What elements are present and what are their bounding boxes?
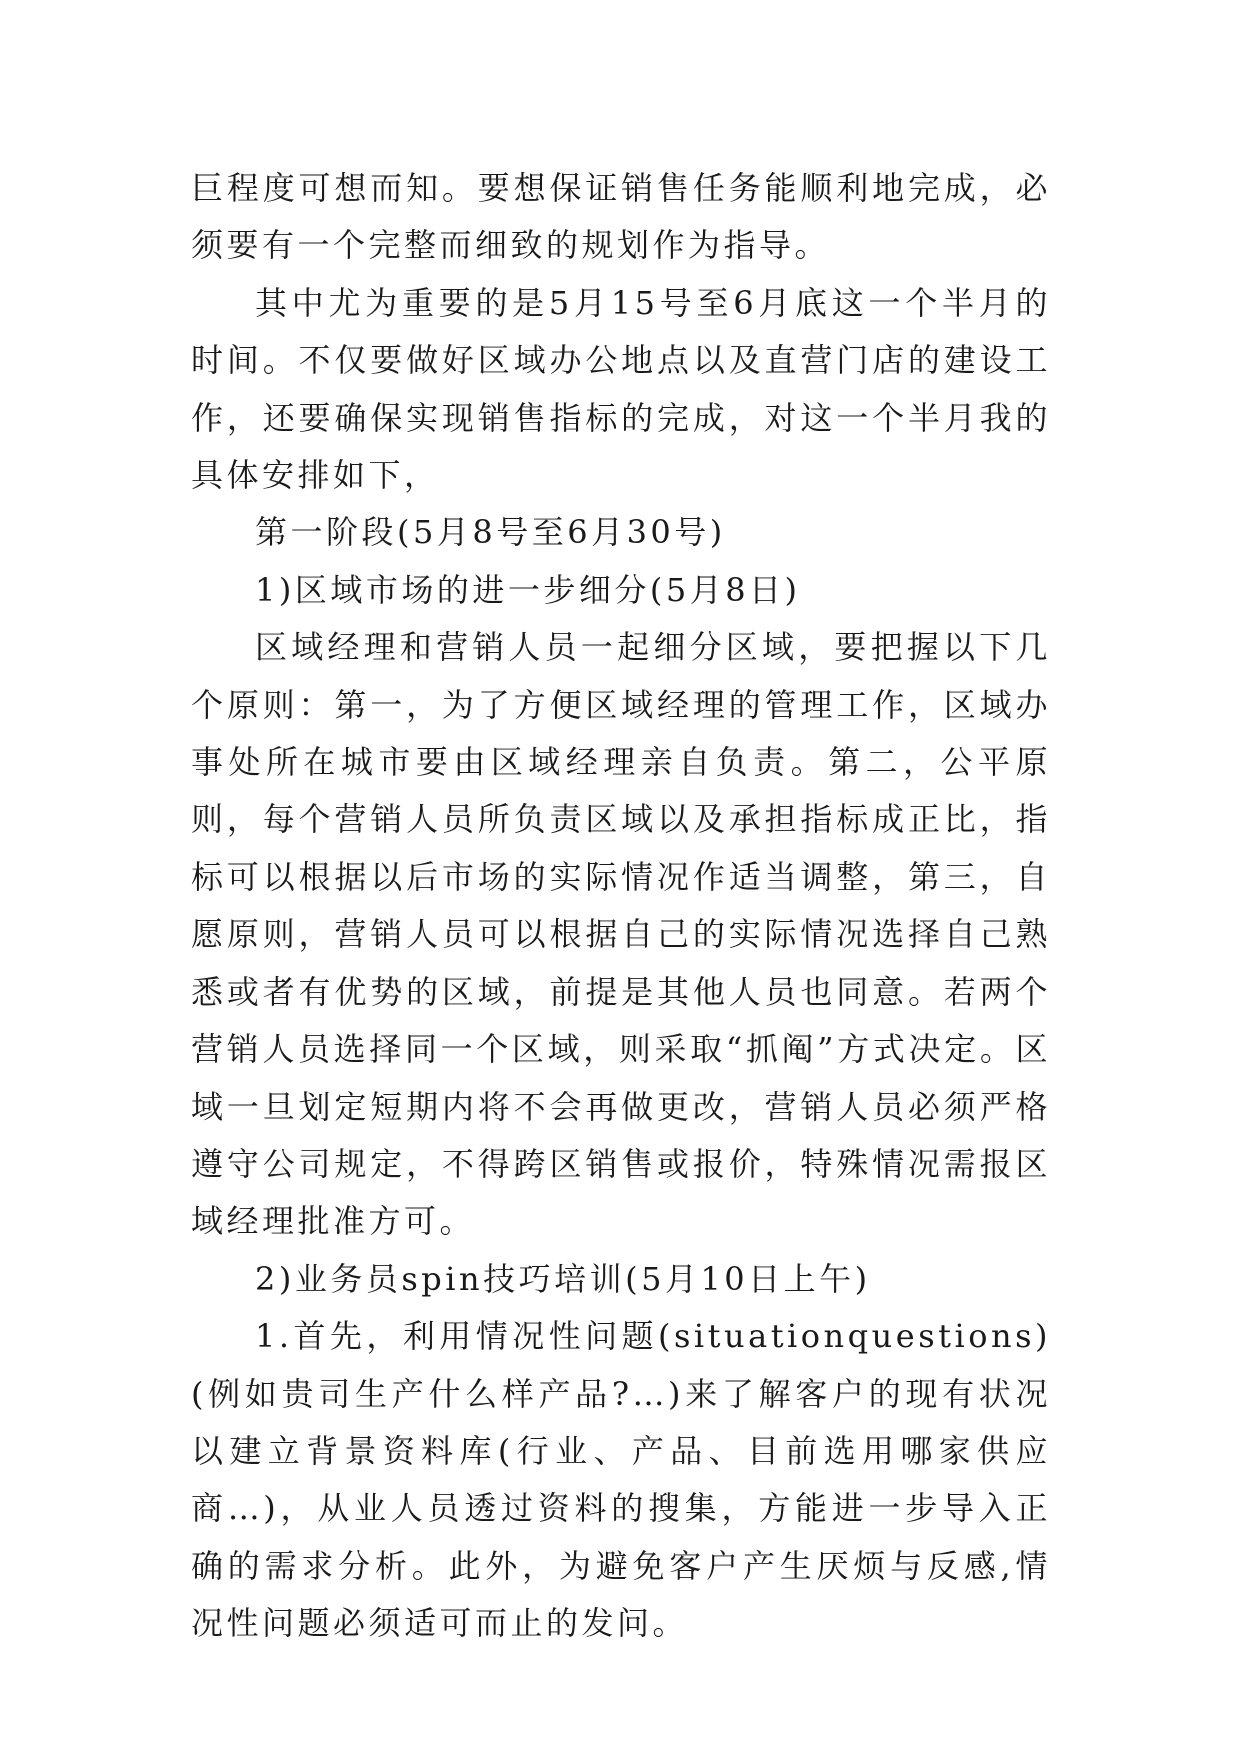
heading-phase-one: 第一阶段(5月8号至6月30号)	[255, 513, 726, 552]
document-body	[191, 160, 1051, 1653]
heading-market-segmentation: 1)区域市场的进一步细分(5月8日)	[255, 570, 801, 609]
heading-spin-training: 2)业务员spin技巧培训(5月10日上午)	[255, 1259, 871, 1298]
paragraph-situation-questions: 1.首先，利用情况性问题(situationquestions)(例如贵司生产什么样产品?…)来了解客户的现有状况以建立背景资料库(行业、产品、目前选用哪家供应商…)，从业人员透过资料的搜集，方能进一步导入正确的需求分析。此外，为避免客户产生厌烦与反感,情况性问题必须适可而止的发问。	[191, 1317, 1051, 1643]
paragraph-planning-guidance: 巨程度可想而知。要想保证销售任务能顺利地完成，必须要有一个完整而细致的规划作为指导。	[191, 169, 1051, 265]
paragraph-segmentation-principles: 区域经理和营销人员一起细分区域，要把握以下几个原则：第一，为了方便区域经理的管理工作，区域办事处所在城市要由区域经理亲自负责。第二，公平原则，每个营销人员所负责区域以及承担指标成正比，指标可以根据以后市场的实际情况作适当调整，第三，自愿原则，营销人员可以根据自己的实际情况选择自己熟悉或者有优势的区域，前提是其他人员也同意。若两个营销人员选择同一个区域，则采取“抓阄”方式决定。区域一旦划定短期内将不会再做更改，营销人员必须严格遵守公司规定，不得跨区销售或报价，特殊情况需报区域经理批准方可。	[191, 628, 1051, 1241]
paragraph-key-period: 其中尤为重要的是5月15号至6月底这一个半月的时间。不仅要做好区域办公地点以及直营门店的建设工作，还要确保实现销售指标的完成，对这一个半月我的具体安排如下，	[191, 283, 1051, 495]
